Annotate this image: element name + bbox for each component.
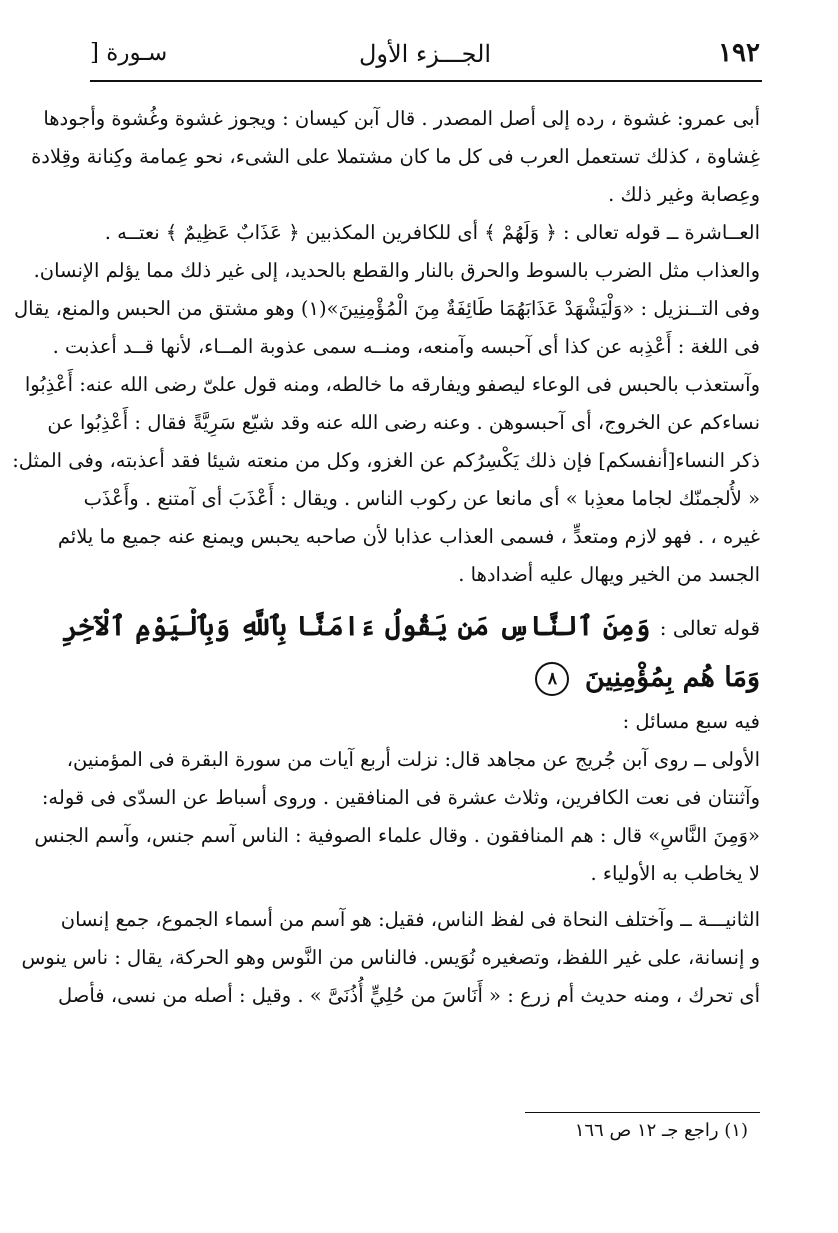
page-header bbox=[90, 34, 760, 84]
text-line: أى تحرك ، ومنه حديث أم زرع : « أَنَاسَ من حُلِيٍّ أُذُنَىَّ » . وقيل : أصله من نسى، فأصل bbox=[58, 984, 760, 1007]
spacer bbox=[95, 893, 760, 901]
verse-intro: قوله تعالى : bbox=[659, 616, 760, 640]
text-line: أبى عمرو: غشوة ، رده إلى أصل المصدر . قال آبن كيسان : ويجوز غشوة وغُشوة وأجودها bbox=[43, 107, 760, 130]
header-rule bbox=[90, 80, 762, 82]
text-line: غِشاوة ، كذلك تستعمل العرب فى كل ما كان مشتملا على الشىء، نحو عِمامة وكِنانة وقِلادة bbox=[31, 145, 760, 168]
text-line: وآستعذب بالحبس فى الوعاء ليصفو ويفارقه ما خالطه، ومنه قول علىّ رضى الله عنه: أَعْذِبُوا bbox=[24, 373, 760, 396]
text-line: الجسد من الخير ويهال عليه أضدادها . bbox=[458, 563, 760, 586]
verse-number-marker: ٨ bbox=[535, 662, 569, 696]
text-line: والعذاب مثل الضرب بالسوط والحرق بالنار والقطع بالحديد، إلى غير ذلك مما يؤلم الإنسان. bbox=[33, 259, 760, 282]
page-body bbox=[12, 100, 760, 1015]
footnote: (١) راجع جـ ١٢ ص ١٦٦ bbox=[574, 1120, 748, 1141]
text-line: وعِصابة وغير ذلك . bbox=[608, 183, 760, 206]
text-line: « لأُلجمنّك لجاما معذِبا » أى مانعا عن ركوب الناس . ويقال : أَعْذَبَ أى آمتنع . وأَعْذَب bbox=[83, 487, 760, 510]
text-line: و إنسانة، على غير اللفظ، وتصغيره نُوَيس. فالناس من النَّوس وهو الحركة، يقال : ناس ينوس bbox=[21, 946, 760, 969]
text-line: «وَمِنَ النَّاسِ» قال : هم المنافقون . وقال علماء الصوفية : الناس آسم جنس، وآسم الجنس bbox=[34, 824, 760, 847]
quran-verse-line-2 bbox=[95, 653, 760, 703]
text-line: نساءكم عن الخروج، أى آحبسوهن . وعنه رضى الله عنه وقد شيّع سَرِيَّةً فقال : أَعْذِبُوا عن bbox=[47, 411, 760, 434]
page-number: ١٩٢ bbox=[718, 38, 760, 68]
part-title: الجـــزء الأول bbox=[358, 40, 492, 68]
surah-label: سـورة [ bbox=[90, 40, 168, 66]
text-line: وفى التــنزيل : «وَلْيَشْهَدْ عَذَابَهُمَا طَائِفَةٌ مِنَ الْمُؤْمِنِينَ»(١) وهو مشتق من الحبس والمنع، يقال bbox=[13, 297, 760, 320]
verse-text-1: وَمِنَ ٱلنَّاسِ مَن يَقُولُ ءَامَنَّا بِٱللَّهِ وَبِٱلْيَوْمِ ٱلْآخِرِ bbox=[62, 611, 651, 642]
quran-verse-line-1 bbox=[62, 602, 760, 653]
footnote-rule bbox=[525, 1112, 760, 1113]
text-line: فيه سبع مسائل : bbox=[622, 710, 760, 733]
text-line: الأولى ــ روى آبن جُريج عن مجاهد قال: نزلت أربع آيات من سورة البقرة فى المؤمنين، bbox=[66, 748, 760, 771]
text-line: العــاشرة ــ قوله تعالى : ﴿ وَلَهُمْ ﴾ أى للكافرين المكذبين ﴿ عَذَابٌ عَظِيمٌ ﴾ نعتــه . bbox=[104, 221, 760, 244]
text-line: غيره ، . فهو لازم ومتعدٍّ ، فسمى العذاب عذابا لأن صاحبه يحبس ويمنع عنه جميع ما يلائم bbox=[57, 525, 760, 548]
text-line: ذكر النساء[أنفسكم] فإن ذلك يَكْسِرُكم عن الغزو، وكل من منعته شيئا فقد أعذبته، وفى المثل: bbox=[12, 449, 760, 472]
verse-text-2: وَمَا هُم بِمُؤْمِنِينَ bbox=[584, 662, 760, 693]
text-line: لا يخاطب به الأولياء . bbox=[590, 862, 760, 885]
spacer bbox=[95, 594, 760, 602]
text-line: وآثنتان فى نعت الكافرين، وثلاث عشرة فى المنافقين . وروى أسباط عن السدّى فى قوله: bbox=[41, 786, 760, 809]
text-line: الثانيـــة ــ وآختلف النحاة فى لفظ الناس، فقيل: هو آسم من أسماء الجموع، جمع إنسان bbox=[60, 908, 760, 931]
text-line: فى اللغة : أَعْذِبه عن كذا أى آحبسه وآمنعه، ومنــه سمى عذوبة المــاء، لأنها قــد أعذبت . bbox=[52, 335, 760, 358]
